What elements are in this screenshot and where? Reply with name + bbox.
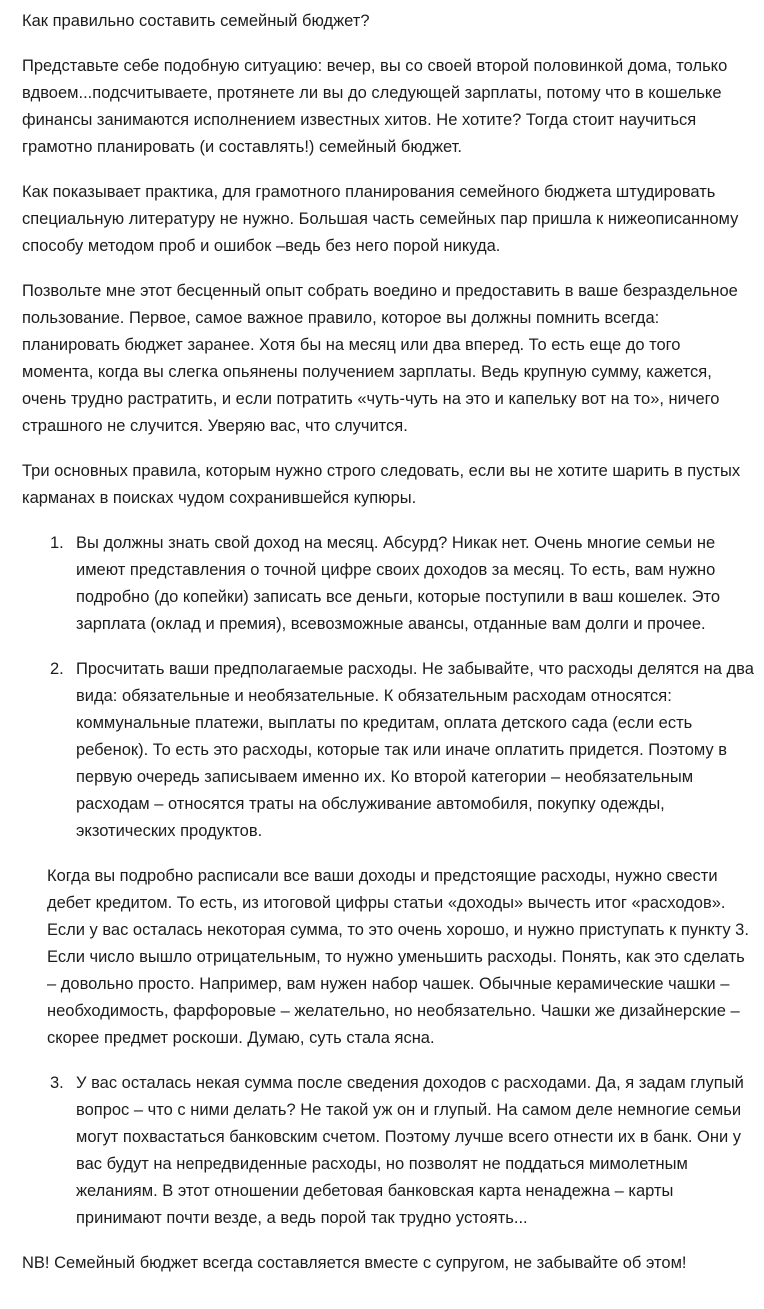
list-item-number: 3. (50, 1074, 64, 1092)
paragraph-advice: Позвольте мне этот бесценный опыт собрать воедино и предоставить в ваше безраздельное пользование. Первое, самое важное правило, которое вы должны помнить всегда: планировать бюджет заранее. Хотя бы на месяц или два вперед. То есть еще до того момента, когда вы слегка опьянены получением зарплаты. Ведь крупную сумму, кажется, очень трудно растратить, и если потратить «чуть-чуть на это и капельку вот на то», ничего страшного не случится. Уверяю вас, что случится. (22, 282, 738, 435)
list-item-number: 1. (50, 534, 64, 552)
paragraph-balance: Когда вы подробно расписали все ваши доходы и предстоящие расходы, нужно свести дебет кредитом. То есть, из итоговой цифры статьи «доходы» вычесть итог «расходов». Если у вас осталась некоторая сумма, то это очень хорошо, и нужно приступать к пункту 3. Если число вышло отрицательным, то нужно уменьшить расходы. Понять, как это сделать – довольно просто. Например, вам нужен набор чашек. Обычные керамические чашки – необходимость, фарфоровые – желательно, но необязательно. Чашки же дизайнерские – скорее предмет роскоши. Думаю, суть стала ясна. (47, 867, 749, 1047)
paragraph-intro: Представьте себе подобную ситуацию: вечер, вы со своей второй половинкой дома, только вдвоем...подсчитываете, протянете ли вы до следующей зарплаты, потому что в кошельке финансы занимаются исполнением известных хитов. Не хотите? Тогда стоит научиться грамотно планировать (и составлять!) семейный бюджет. (22, 57, 728, 156)
list-item-3 (22, 1070, 756, 1232)
list-item-2 (22, 656, 756, 845)
list-item-number: 2. (50, 660, 64, 678)
list-item-text: Просчитать ваши предполагаемые расходы. Не забывайте, что расходы делятся на два вида: обязательные и необязательные. К обязательным расходам относятся: коммунальные платежи, выплаты по кредитам, оплата детского сада (если есть ребенок). То есть это расходы, которые так или иначе оплатить придется. Поэтому в первую очередь записываем именно их. Ко второй категории – необязательным расходам – относятся траты на обслуживание автомобиля, покупку одежды, экзотических продуктов. (76, 660, 754, 840)
list-item-1 (22, 530, 756, 638)
document-title: Как правильно составить семейный бюджет? (22, 12, 370, 30)
paragraph-practice: Как показывает практика, для грамотного планирования семейного бюджета штудировать специальную литературу не нужно. Большая часть семейных пар пришла к нижеописанному способу методом проб и ошибок –ведь без него порой никуда. (22, 183, 739, 255)
list-item-text: У вас осталась некая сумма после сведения доходов с расходами. Да, я задам глупый вопрос – что с ними делать? Не такой уж он и глупый. На самом деле немногие семьи могут похвастаться банковским счетом. Поэтому лучше всего отнести их в банк. Они у вас будут на непредвиденные расходы, но позволят не поддаться мимолетным желаниям. В этот отношении дебетовая банковская карта ненадежна – карты принимают почти везде, а ведь порой так трудно устоять... (76, 1074, 744, 1227)
list-item-text: Вы должны знать свой доход на месяц. Абсурд? Никак нет. Очень многие семьи не имеют представления о точной цифре своих доходов за месяц. То есть, вам нужно подробно (до копейки) записать все деньги, которые поступили в ваш кошелек. Это зарплата (оклад и премия), всевозможные авансы, отданные вам долги и прочее. (76, 534, 721, 633)
nb-note: NB! Семейный бюджет всегда составляется вместе с супругом, не забывайте об этом! (22, 1254, 687, 1272)
paragraph-rules-intro: Три основных правила, которым нужно строго следовать, если вы не хотите шарить в пустых карманах в поисках чудом сохранившейся купюры. (22, 462, 741, 507)
